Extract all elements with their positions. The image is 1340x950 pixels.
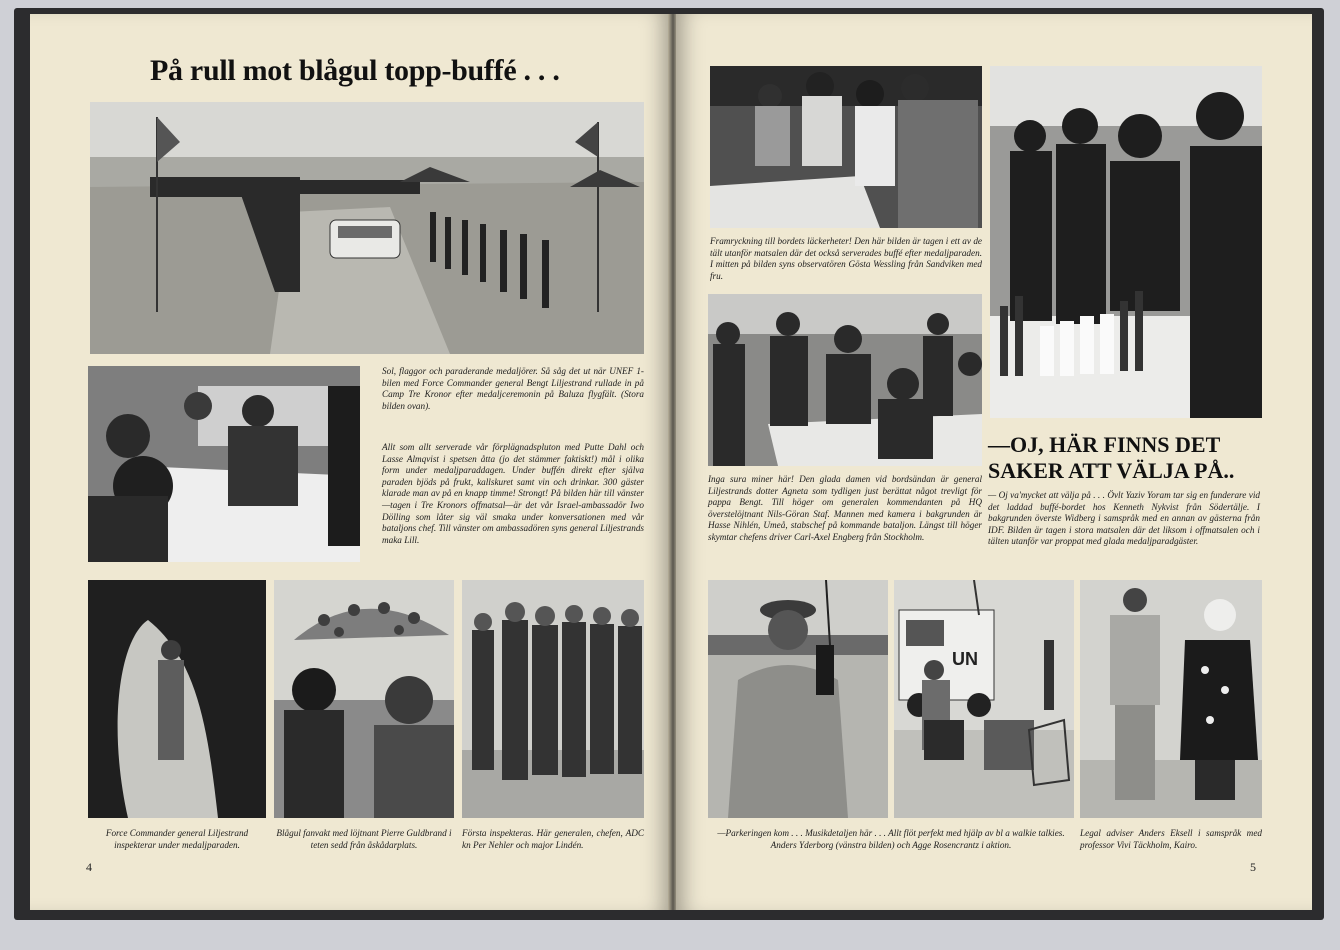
right-headline-line1: —OJ, HÄR FINNS DET — [988, 432, 1221, 457]
caption-bottom-2: Blågul fanvakt med löjtnant Pierre Guldbrand i teten sedd från åskådarplats. — [276, 828, 452, 850]
photo-drinks-table — [990, 66, 1262, 418]
caption-buffet: Framryckning till bordets läckerheter! Den här bilden är tagen i ett av de tält utanför matsalen där det också serverades buffé efter medaljparaden. I mitten på bilden syns observatören Gösta Wessling från Sandviken med fru. — [710, 236, 982, 281]
caption-bottom-1: Force Commander general Liljestrand inspekterar under medaljparaden. — [105, 828, 249, 850]
caption-bottom-3: Första inspekteras. Här generalen, chefen, ADC kn Per Nehler och major Lindén. — [462, 828, 644, 850]
photo-umbrella — [274, 580, 454, 818]
photo-legal-adviser — [1080, 580, 1262, 818]
caption-main: Allt som allt serverade vår förplägnadspluton med Putte Dahl och Lasse Almqvist i spetsen åtta (jo det stämmer faktiskt!) mål i olika form under medaljparaddagen. Under buffén direkt efter själva paraden bjöds på frukt, kallskuret samt vin och drinkar. 300 gäster klarade man av på en knapp timme! Strongt! På bilden här till vänster—tagen i Tre Kronors offmatsal—är det vår Israel-ambassadör Iwo Dölling som låter sig väl smaka under konversationen med vår bataljons chef. Till vänster om ambassadören syns general Liljestrands maka Lill. — [382, 442, 644, 545]
photo-table-guests — [708, 294, 982, 466]
photo-buffet-line — [710, 66, 982, 228]
right-headline-line2: SAKER ATT VÄLJA PÅ.. — [988, 458, 1235, 483]
photo-inspection — [462, 580, 644, 818]
photo-dinner-table — [88, 366, 360, 562]
caption-table: Inga sura miner här! Den glada damen vid bordsändan är general Liljestrands dotter Agneta som tydligen just berättat något trevligt för pappa Bengt. Till höger om generalen kommendanten på HQ överstelöjtnant Nils-Göran Staf. Mannen med kamera i bakgrunden är Hasse Nihlén, Umeå, stabschef på kommande bataljon. Längst till höger skymtar chefens driver Carl-Axel Engberg från Stockholm. — [708, 474, 982, 542]
photo-un-vehicle — [894, 580, 1074, 818]
caption-top-right: Sol, flaggor och paraderande medaljörer. Så såg det ut när UNEF 1-bilen med Force Commander general Bengt Liljestrand rullade in på Camp Tre Kronor efter medaljceremonin på Baluza flygfält. (Stora bilden ovan). — [382, 366, 644, 411]
page-number-left: 4 — [86, 860, 92, 874]
photo-walkie-talkie — [708, 580, 888, 818]
photo-commander-inspecting — [88, 580, 266, 818]
caption-parking: —Parkeringen kom . . . Musikdetaljen här . . . Allt flöt perfekt med hjälp av bl a walkie talkies. Anders Yderborg (vänstra bilden) och Agge Rosencrantz i aktion. — [717, 828, 1065, 850]
caption-oj: — Oj va'mycket att välja på . . . Övlt Yaziv Yoram tar sig en funderare vid det laddad buffé-bordet hos Kenneth Nykvist från Södertälje. I bakgrunden överste Widberg i samspråk med en annan av gästerna från IDF. Bilden är tagen i stora matsalen där det liksom i offmatsalen och i tälten utanför var proppat med glada medaljparadgäster. — [988, 490, 1260, 547]
svg-text:UN: UN — [952, 649, 978, 669]
left-page — [30, 14, 670, 910]
caption-legal: Legal adviser Anders Eksell i samspråk med professor Vivi Täckholm, Kairo. — [1080, 828, 1262, 850]
right-page — [676, 14, 1312, 910]
left-headline: På rull mot blågul topp-buffé . . . — [150, 54, 560, 87]
photo-desert-parade — [90, 102, 644, 354]
page-number-right: 5 — [1250, 860, 1256, 874]
